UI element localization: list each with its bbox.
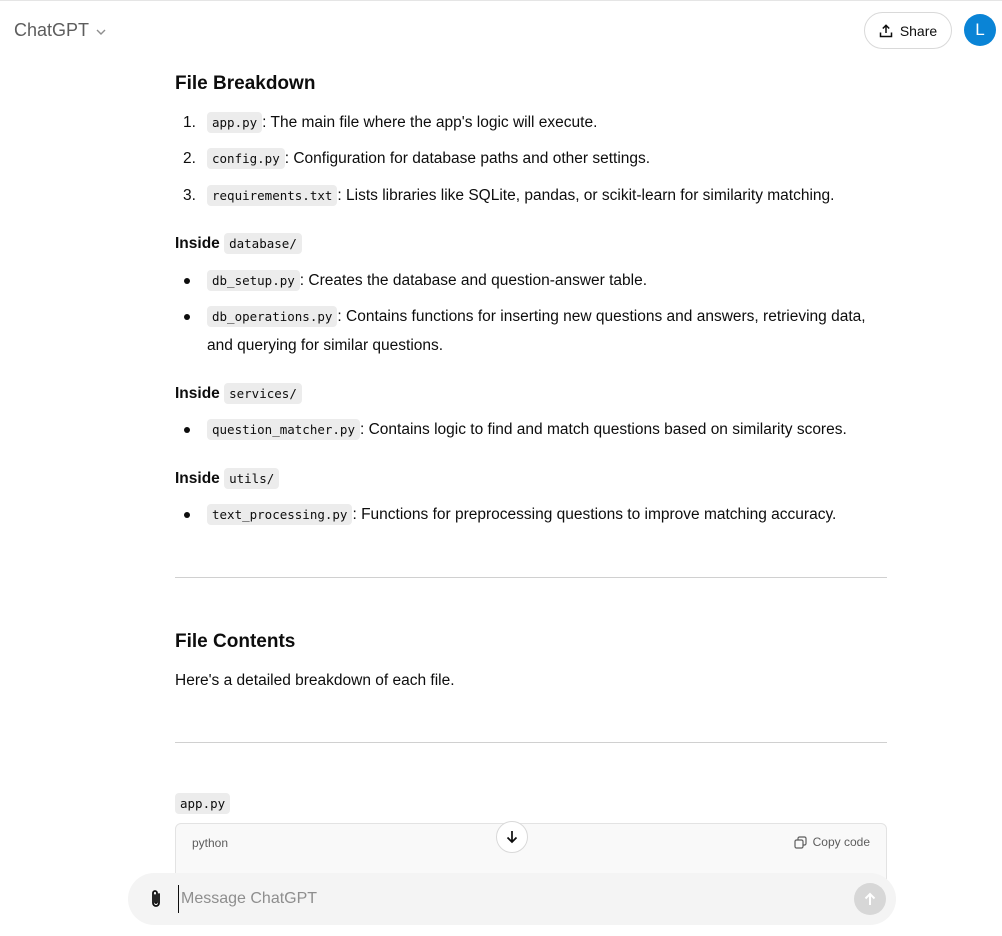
scroll-to-bottom-button[interactable] <box>496 821 528 853</box>
bullet-icon <box>184 278 190 284</box>
inline-code: requirements.txt <box>207 185 337 206</box>
label-text: Inside <box>175 470 220 487</box>
send-button[interactable] <box>854 883 886 915</box>
section-heading-file-contents: File Contents <box>175 631 296 652</box>
bullet-icon <box>184 512 190 518</box>
chevron-down-icon <box>95 26 107 38</box>
bullet-icon <box>184 314 190 320</box>
list-item <box>207 302 866 331</box>
model-switcher[interactable] <box>14 20 107 41</box>
copy-icon <box>794 836 807 849</box>
folder-label-database <box>175 229 302 258</box>
folder-label-utils <box>175 464 279 493</box>
code-language: python <box>192 836 229 850</box>
inline-code: question_matcher.py <box>207 419 360 440</box>
list-item <box>207 108 597 137</box>
section-heading-file-breakdown: File Breakdown <box>175 73 316 94</box>
label-text: Inside <box>175 235 220 252</box>
list-item-text: : Contains functions for inserting new questions and answers, retrieving data, <box>337 308 866 325</box>
folder-label-services <box>175 379 302 408</box>
label-text: Inside <box>175 385 220 402</box>
divider <box>175 742 887 743</box>
list-item-continuation: and querying for similar questions. <box>207 337 444 354</box>
inline-code: app.py <box>207 112 262 133</box>
list-item <box>207 144 650 173</box>
list-item-text: : Creates the database and question-answer table. <box>299 272 648 289</box>
arrow-down-icon <box>504 829 520 845</box>
list-number: 1. <box>183 114 196 131</box>
paperclip-icon <box>144 887 168 911</box>
share-icon <box>879 24 893 38</box>
bullet-icon <box>184 427 190 433</box>
list-number: 3. <box>183 187 196 204</box>
list-item-text: : The main file where the app's logic will execute. <box>262 114 598 131</box>
copy-code-button[interactable] <box>794 835 870 849</box>
inline-code: services/ <box>224 383 302 404</box>
list-number: 2. <box>183 150 196 167</box>
inline-code: db_operations.py <box>207 306 337 327</box>
copy-code-label: Copy code <box>812 835 870 849</box>
paragraph: Here's a detailed breakdown of each file. <box>175 672 455 689</box>
message-input[interactable] <box>178 885 838 913</box>
inline-code: text_processing.py <box>207 504 352 525</box>
inline-code: database/ <box>224 233 302 254</box>
inline-code: config.py <box>207 148 285 169</box>
list-item-text: : Functions for preprocessing questions to improve matching accuracy. <box>352 506 837 523</box>
list-item <box>207 415 847 444</box>
list-item-text: : Configuration for database paths and other settings. <box>284 150 651 167</box>
list-item-text: : Lists libraries like SQLite, pandas, or scikit-learn for similarity matching. <box>337 187 835 204</box>
share-button[interactable] <box>864 12 952 49</box>
list-item-text: : Contains logic to find and match questions based on similarity scores. <box>360 421 847 438</box>
message-composer <box>128 873 896 925</box>
inline-code: utils/ <box>224 468 279 489</box>
model-name: ChatGPT <box>14 20 90 40</box>
avatar[interactable]: L <box>964 14 996 46</box>
list-item <box>207 500 836 529</box>
code-filename <box>175 789 230 818</box>
attach-button[interactable] <box>144 887 168 916</box>
list-item <box>207 266 647 295</box>
top-bar <box>0 0 1002 58</box>
share-label: Share <box>899 22 938 39</box>
divider <box>175 577 887 578</box>
list-item <box>207 181 834 210</box>
inline-code: app.py <box>175 793 230 814</box>
inline-code: db_setup.py <box>207 270 300 291</box>
arrow-up-icon <box>862 891 878 907</box>
